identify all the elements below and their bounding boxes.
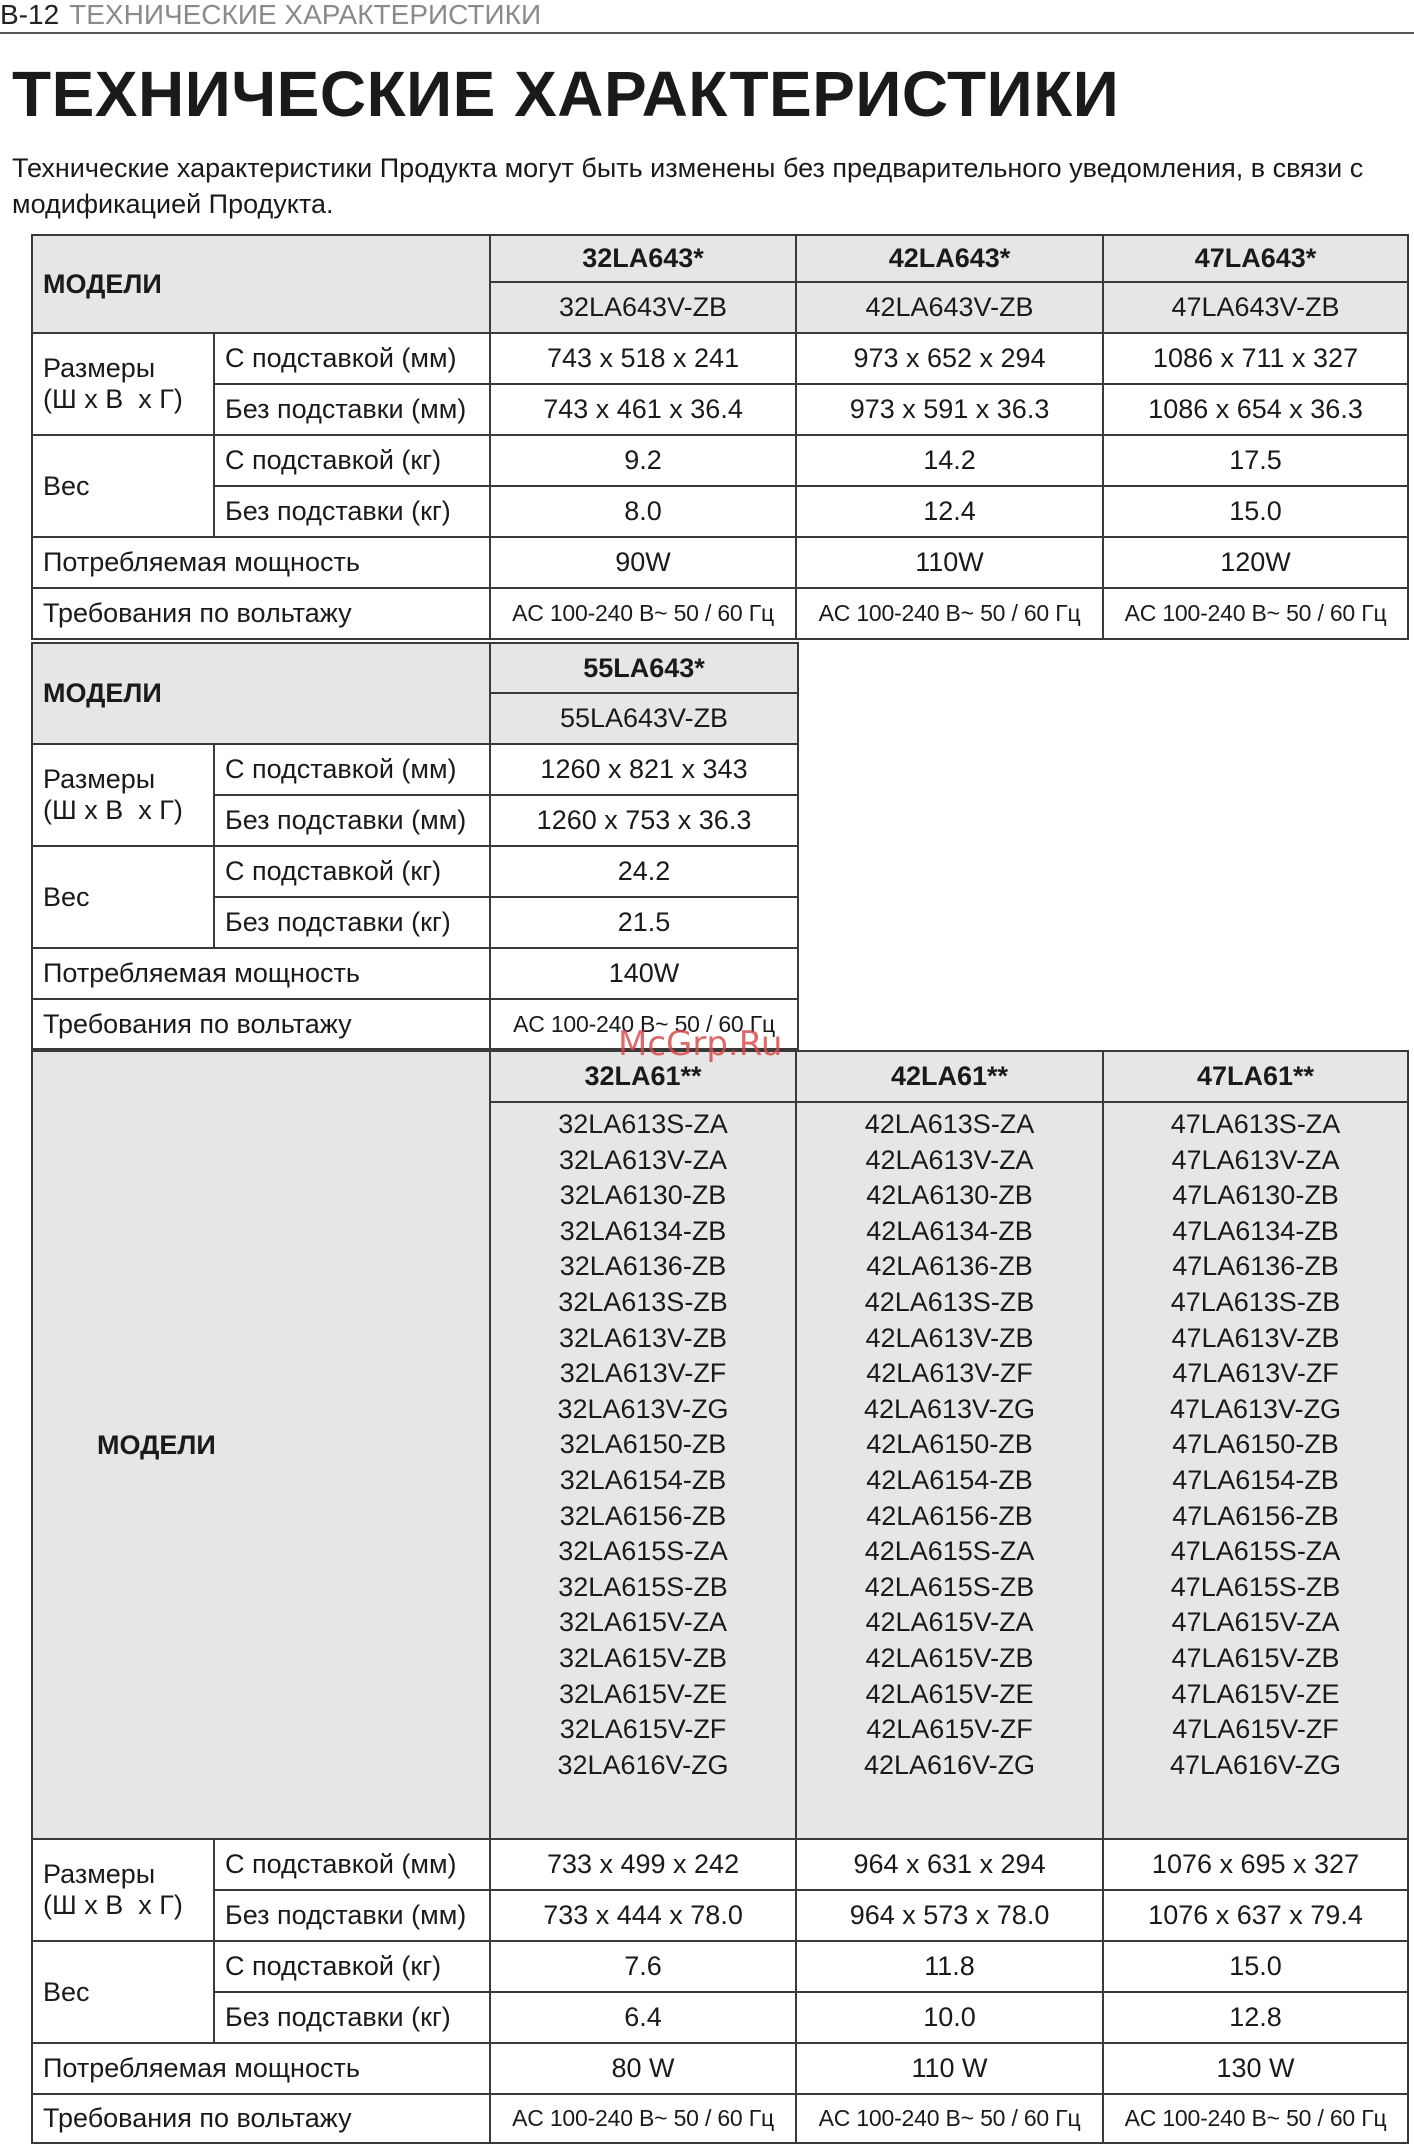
model-header: 47LA643* (1103, 235, 1408, 282)
model-variant: 32LA616V-ZG (557, 1749, 729, 1780)
with-stand-kg-label: С подставкой (кг) (214, 846, 490, 897)
weight-with-stand: 9.2 (490, 435, 796, 486)
weight-with-stand: 17.5 (1103, 435, 1408, 486)
weight-without-stand: 15.0 (1103, 486, 1408, 537)
dimensions-subtitle: (Ш x В x Г) (43, 384, 183, 414)
model-variant: 32LA615V-ZE (558, 1678, 728, 1709)
power-value: 110W (796, 537, 1103, 588)
power-value: 130 W (1103, 2043, 1408, 2094)
spec-table-la61 (31, 1050, 1409, 2144)
model-variant: 42LA616V-ZG (863, 1749, 1036, 1780)
without-stand-mm-label: Без подставки (мм) (214, 795, 490, 846)
without-stand-kg-label: Без подставки (кг) (214, 897, 490, 948)
spec-table-55la643 (31, 642, 799, 1050)
weight-without-stand: 10.0 (796, 1992, 1103, 2043)
model-variant: 42LA643V-ZB (796, 282, 1103, 333)
dims-with-stand: 733 x 499 x 242 (490, 1839, 796, 1890)
weight-label: Вес (32, 1941, 214, 2043)
model-variant: 42LA615V-ZA (865, 1607, 1034, 1638)
without-stand-mm-label: Без подставки (мм) (214, 384, 490, 435)
model-variant: 47LA6136-ZB (1172, 1251, 1339, 1282)
model-variant: 32LA643V-ZB (490, 282, 796, 333)
model-variant: 32LA613V-ZB (558, 1322, 728, 1353)
power-value: 90W (490, 537, 796, 588)
dimensions-label (32, 1839, 214, 1941)
with-stand-kg-label: С подставкой (кг) (214, 435, 490, 486)
model-variant: 32LA6134-ZB (559, 1215, 727, 1246)
model-variant: 42LA615V-ZF (866, 1714, 1033, 1745)
model-variant: 47LA613V-ZG (1169, 1393, 1342, 1424)
model-variant: 47LA613S-ZA (1170, 1109, 1341, 1139)
model-variant: 42LA613S-ZA (864, 1109, 1035, 1139)
model-header: 32LA643* (490, 235, 796, 282)
page-header (0, 0, 1414, 34)
dimensions-label (32, 744, 214, 846)
model-header: 42LA643* (796, 235, 1103, 282)
model-variant: 32LA6150-ZB (559, 1429, 727, 1460)
model-variant: 42LA6154-ZB (866, 1464, 1033, 1495)
model-header: 32LA61** (490, 1051, 796, 1102)
intro-text: Технические характеристики Продукта могут быть изменены без предварительного уведомления, в связи с модификацией Продукта. (12, 153, 1364, 219)
power-value: 80 W (490, 2043, 796, 2094)
model-variant: 47LA6156-ZB (1172, 1500, 1339, 1531)
model-header: 42LA61** (796, 1051, 1103, 1102)
model-variant: 32LA6156-ZB (559, 1500, 727, 1531)
weight-without-stand: 12.8 (1103, 1992, 1408, 2043)
dims-with-stand: 1260 x 821 x 343 (490, 744, 798, 795)
model-variant: 47LA615S-ZA (1170, 1536, 1341, 1567)
dims-without-stand: 743 x 461 x 36.4 (490, 384, 796, 435)
model-header: 55LA643* (490, 643, 798, 693)
power-label: Потребляемая мощность (32, 2043, 490, 2094)
model-variant: 32LA615S-ZB (558, 1571, 728, 1602)
model-variant: 47LA6154-ZB (1172, 1464, 1339, 1495)
dims-with-stand: 973 x 652 x 294 (796, 333, 1103, 384)
weight-without-stand: 12.4 (796, 486, 1103, 537)
dims-without-stand: 733 x 444 x 78.0 (490, 1890, 796, 1941)
model-variant: 32LA613V-ZA (558, 1144, 728, 1175)
model-variant: 47LA613V-ZA (1171, 1144, 1340, 1175)
weight-without-stand: 21.5 (490, 897, 798, 948)
voltage-value: AC 100-240 В~ 50 / 60 Гц (1103, 588, 1408, 639)
model-variant: 32LA615V-ZF (559, 1714, 727, 1745)
model-variant: 47LA613V-ZF (1172, 1358, 1339, 1389)
model-variant: 32LA6154-ZB (559, 1464, 727, 1495)
model-variant: 42LA613V-ZB (865, 1322, 1034, 1353)
model-variant: 32LA613V-ZF (559, 1358, 727, 1389)
with-stand-mm-label: С подставкой (мм) (214, 744, 490, 795)
weight-with-stand: 11.8 (796, 1941, 1103, 1992)
model-variant: 47LA615S-ZB (1170, 1571, 1341, 1602)
model-variant: 42LA613V-ZF (866, 1358, 1033, 1389)
voltage-value: AC 100-240 В~ 50 / 60 Гц (1103, 2094, 1408, 2143)
model-variant: 32LA615V-ZA (558, 1607, 728, 1638)
model-variant: 42LA613S-ZB (864, 1286, 1035, 1317)
model-variant: 42LA6134-ZB (866, 1215, 1033, 1246)
model-variant: 32LA6130-ZB (559, 1180, 727, 1211)
weight-with-stand: 24.2 (490, 846, 798, 897)
model-variant: 47LA615V-ZF (1172, 1714, 1339, 1745)
model-variant-list (490, 1102, 796, 1839)
weight-label: Вес (32, 846, 214, 948)
dims-with-stand: 1086 x 711 x 327 (1103, 333, 1408, 384)
models-label: МОДЕЛИ (32, 643, 490, 744)
model-variant: 32LA615S-ZA (558, 1536, 728, 1567)
dims-without-stand: 1086 x 654 x 36.3 (1103, 384, 1408, 435)
model-variant: 42LA6156-ZB (866, 1500, 1033, 1531)
page-title: ТЕХНИЧЕСКИЕ ХАРАКТЕРИСТИКИ (12, 58, 1120, 130)
model-variant: 42LA615V-ZB (865, 1642, 1034, 1673)
dims-with-stand: 964 x 631 x 294 (796, 1839, 1103, 1890)
weight-without-stand: 8.0 (490, 486, 796, 537)
model-variant: 47LA6150-ZB (1172, 1429, 1339, 1460)
voltage-value: AC 100-240 В~ 50 / 60 Гц (490, 2094, 796, 2143)
model-variant: 47LA615V-ZE (1171, 1678, 1340, 1709)
dimensions-subtitle: (Ш x В x Г) (43, 795, 183, 825)
power-value: 110 W (796, 2043, 1103, 2094)
weight-label: Вес (32, 435, 214, 537)
model-header: 47LA61** (1103, 1051, 1408, 1102)
dims-with-stand: 743 x 518 x 241 (490, 333, 796, 384)
power-value: 140W (490, 948, 798, 999)
model-variant: 47LA613S-ZB (1170, 1286, 1341, 1317)
power-label: Потребляемая мощность (32, 537, 490, 588)
model-variant: 32LA613S-ZA (558, 1109, 728, 1139)
weight-with-stand: 14.2 (796, 435, 1103, 486)
voltage-value: AC 100-240 В~ 50 / 60 Гц (490, 999, 798, 1049)
dims-with-stand: 1076 x 695 x 327 (1103, 1839, 1408, 1890)
power-label: Потребляемая мощность (32, 948, 490, 999)
weight-without-stand: 6.4 (490, 1992, 796, 2043)
without-stand-kg-label: Без подставки (кг) (214, 486, 490, 537)
model-variant: 32LA613V-ZG (557, 1393, 729, 1424)
model-variant: 32LA615V-ZB (558, 1642, 728, 1673)
with-stand-mm-label: С подставкой (мм) (214, 1839, 490, 1890)
models-label: МОДЕЛИ (32, 1051, 490, 1839)
model-variant: 47LA643V-ZB (1103, 282, 1408, 333)
model-variant: 42LA6150-ZB (866, 1429, 1033, 1460)
model-variant: 55LA643V-ZB (490, 693, 798, 744)
dims-without-stand: 1076 x 637 x 79.4 (1103, 1890, 1408, 1941)
model-variant: 32LA6136-ZB (559, 1251, 727, 1282)
spec-table-la643 (31, 234, 1409, 640)
dimensions-title: Размеры (43, 353, 156, 383)
dimensions-subtitle: (Ш x В x Г) (43, 1890, 183, 1920)
voltage-value: AC 100-240 В~ 50 / 60 Гц (796, 2094, 1103, 2143)
power-value: 120W (1103, 537, 1408, 588)
page-number: B-12 (0, 0, 60, 30)
dims-without-stand: 964 x 573 x 78.0 (796, 1890, 1103, 1941)
model-variant: 42LA6136-ZB (866, 1251, 1033, 1282)
dims-without-stand: 1260 x 753 x 36.3 (490, 795, 798, 846)
model-variant: 42LA615V-ZE (865, 1678, 1034, 1709)
with-stand-mm-label: С подставкой (мм) (214, 333, 490, 384)
without-stand-mm-label: Без подставки (мм) (214, 1890, 490, 1941)
dims-without-stand: 973 x 591 x 36.3 (796, 384, 1103, 435)
model-variant: 47LA613V-ZB (1171, 1322, 1340, 1353)
dimensions-title: Размеры (43, 1859, 156, 1889)
model-variant: 47LA6130-ZB (1172, 1180, 1339, 1211)
model-variant: 42LA613V-ZG (863, 1393, 1036, 1424)
voltage-value: AC 100-240 В~ 50 / 60 Гц (796, 588, 1103, 639)
dimensions-title: Размеры (43, 764, 156, 794)
voltage-label: Требования по вольтажу (32, 2094, 490, 2143)
with-stand-kg-label: С подставкой (кг) (214, 1941, 490, 1992)
model-variant: 42LA615S-ZA (864, 1536, 1035, 1567)
models-label: МОДЕЛИ (32, 235, 490, 333)
model-variant: 42LA6130-ZB (866, 1180, 1033, 1211)
model-variant: 47LA616V-ZG (1169, 1749, 1342, 1780)
voltage-label: Требования по вольтажу (32, 999, 490, 1049)
model-variant: 47LA6134-ZB (1172, 1215, 1339, 1246)
model-variant: 42LA615S-ZB (864, 1571, 1035, 1602)
weight-with-stand: 7.6 (490, 1941, 796, 1992)
dimensions-label (32, 333, 214, 435)
section-title: ТЕХНИЧЕСКИЕ ХАРАКТЕРИСТИКИ (69, 0, 542, 30)
weight-with-stand: 15.0 (1103, 1941, 1408, 1992)
voltage-value: AC 100-240 В~ 50 / 60 Гц (490, 588, 796, 639)
model-variant: 42LA613V-ZA (865, 1144, 1034, 1175)
model-variant-list (1103, 1102, 1408, 1839)
voltage-label: Требования по вольтажу (32, 588, 490, 639)
model-variant: 47LA615V-ZB (1171, 1642, 1340, 1673)
model-variant: 47LA615V-ZA (1171, 1607, 1340, 1638)
watermark: McGrp.Ru (618, 1024, 783, 1064)
without-stand-kg-label: Без подставки (кг) (214, 1992, 490, 2043)
model-variant-list (796, 1102, 1103, 1839)
model-variant: 32LA613S-ZB (558, 1286, 728, 1317)
